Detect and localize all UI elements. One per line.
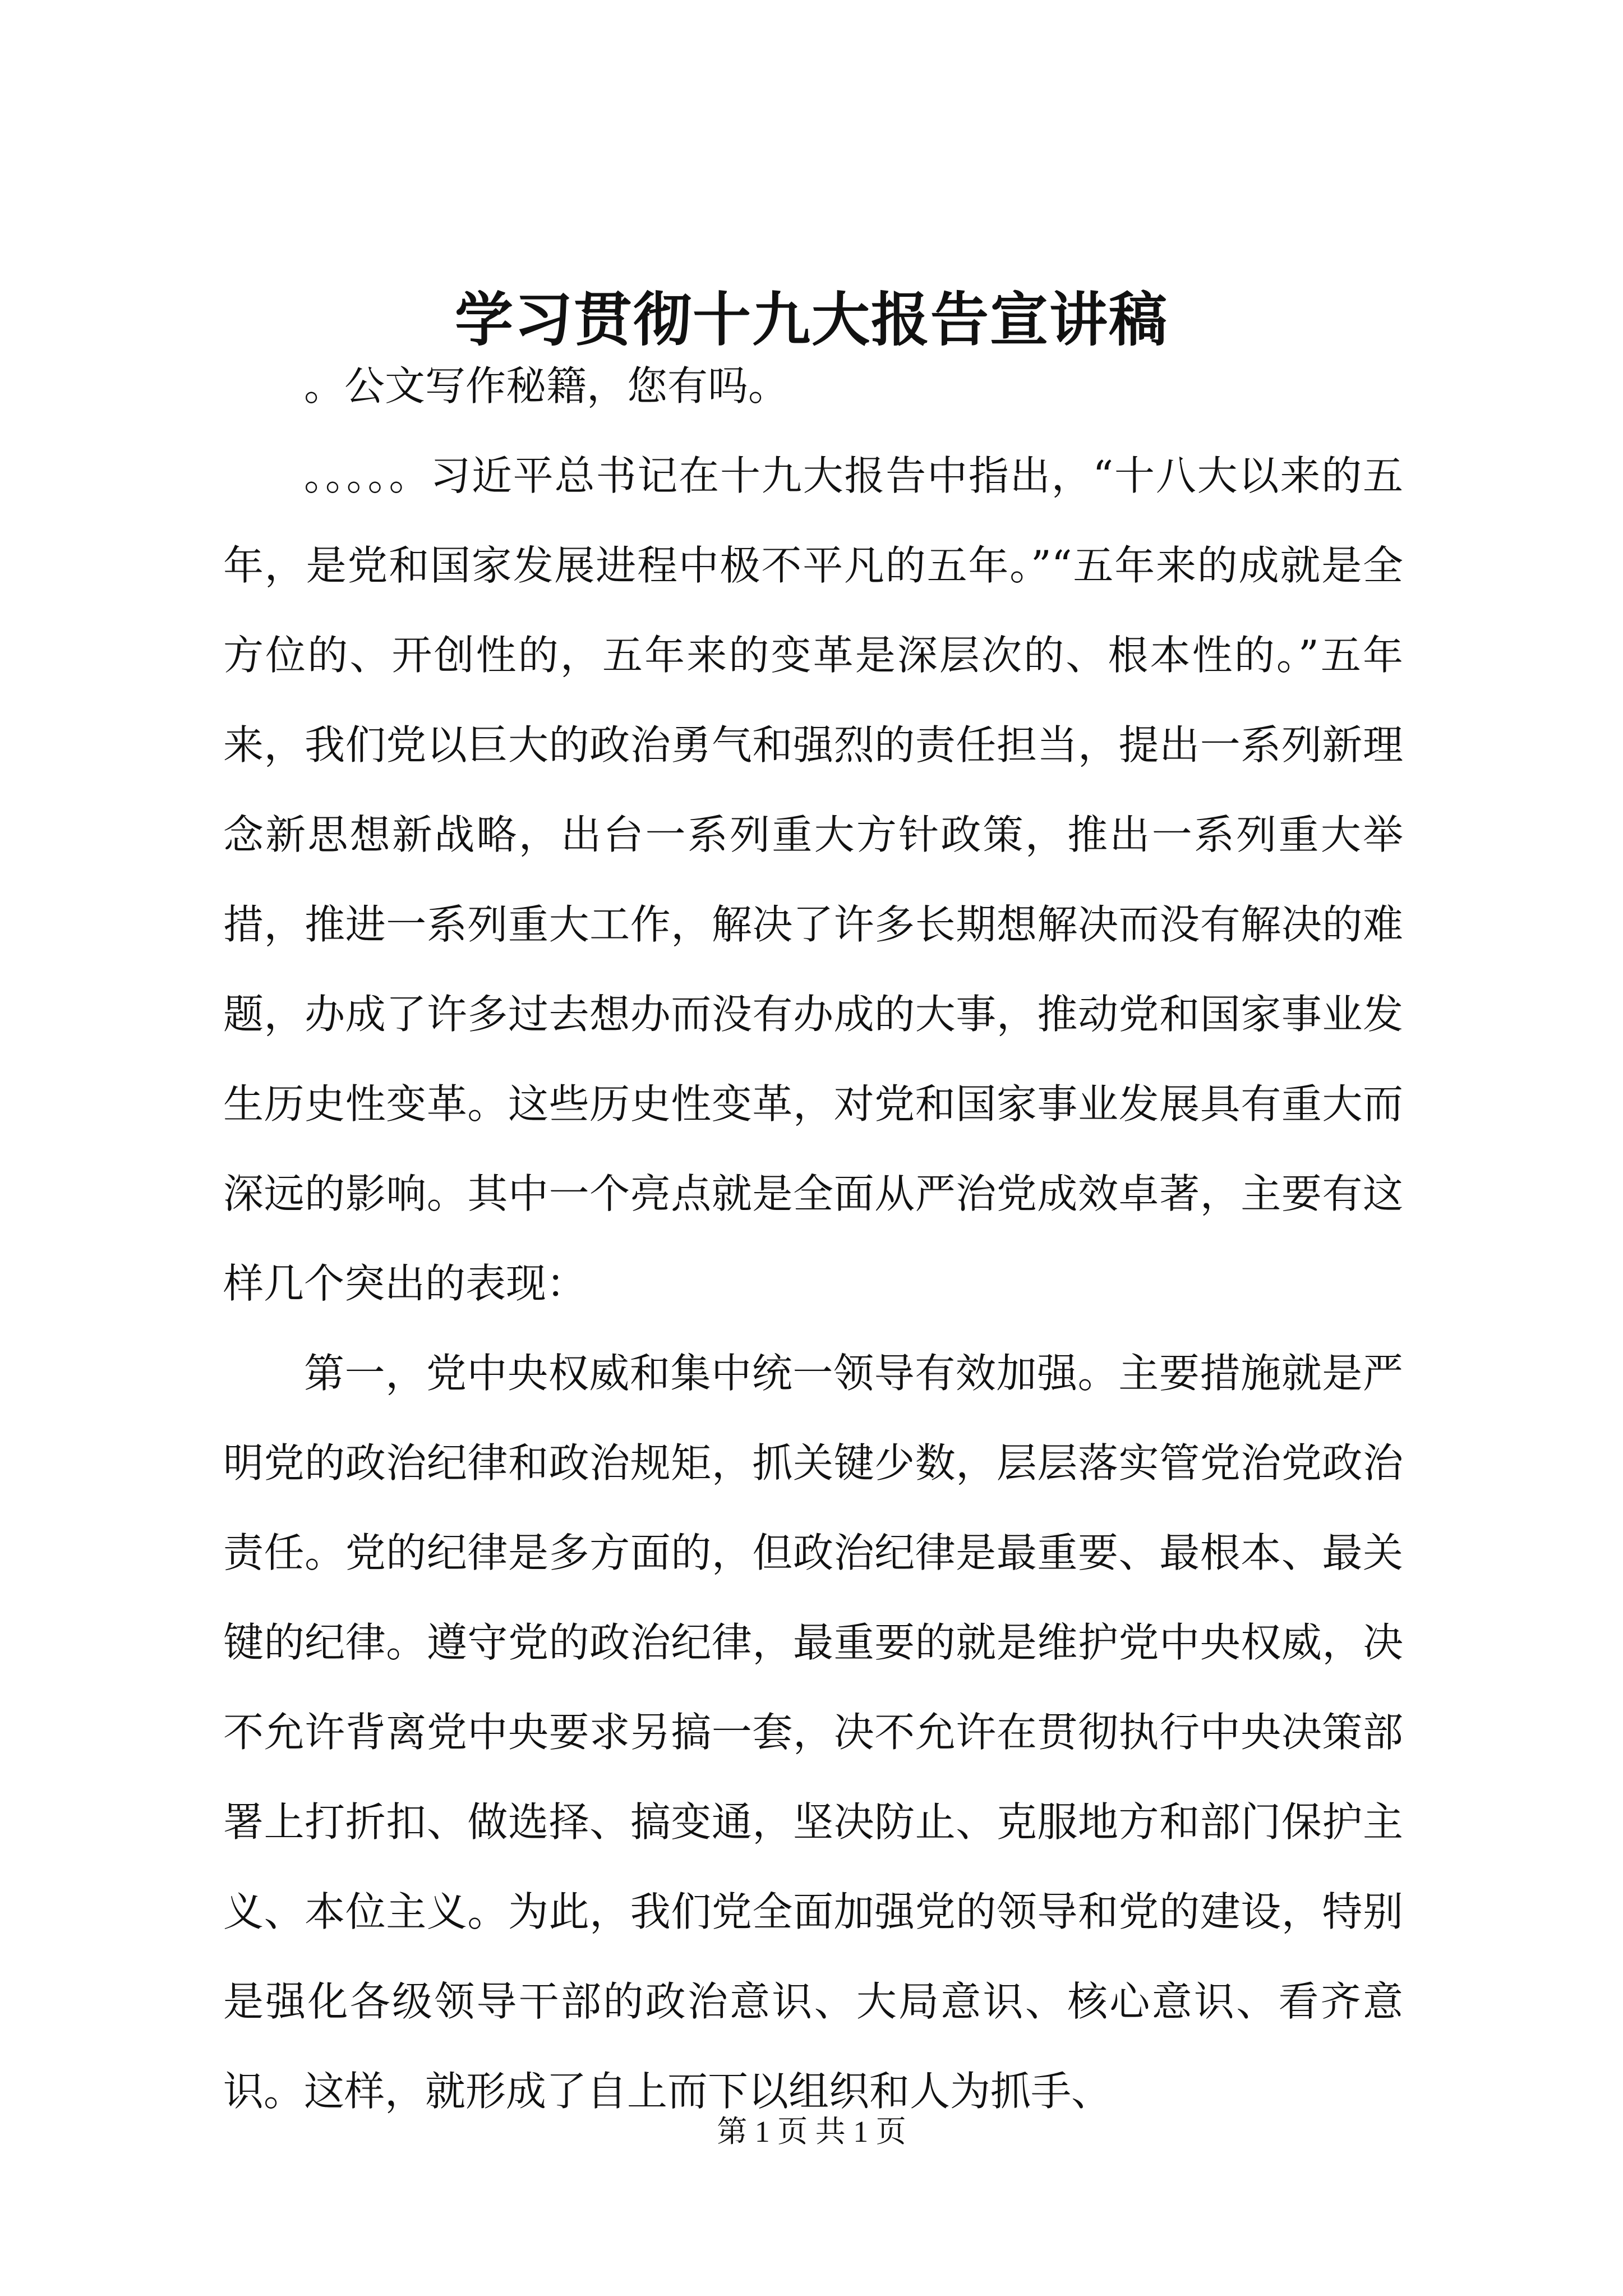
document-body (223, 341, 1403, 2136)
page-footer: 第 1 页 共 1 页 (717, 2115, 906, 2148)
document-title: 学习贯彻十九大报告宣讲稿 (454, 285, 1168, 354)
paragraph-1: 。。。。。习近平总书记在十九大报告中指出，“十八大以来的五年，是党和国家发展进程中极不平凡的五年。”“五年来的成就是全方位的、开创性的，五年来的变革是深层次的、根本性的。”五年来，我们党以巨大的政治勇气和强烈的责任担当，提出一系列新理念新思想新战略，出台一系列重大方针政策，推出一系列重大举措，推进一系列重大工作，解决了许多长期想解决而没有解决的难题，办成了许多过去想办而没有办成的大事，推动党和国家事业发生历史性变革。这些历史性变革，对党和国家事业发展具有重大而深远的影响。其中一个亮点就是全面从严治党成效卓著，主要有这样几个突出的表现： (223, 452, 1403, 1307)
paragraph-intro: 。公文写作秘籍，您有吗。 (304, 362, 789, 409)
paragraph-2: 第一，党中央权威和集中统一领导有效加强。主要措施就是严明党的政治纪律和政治规矩，抓关键少数，层层落实管党治党政治责任。党的纪律是多方面的，但政治纪律是最重要、最根本、最关键的纪律。遵守党的政治纪律，最重要的就是维护党中央权威，决不允许背离党中央要求另搞一套，决不允许在贯彻执行中央决策部署上打折扣、做选择、搞变通，坚决防止、克服地方和部门保护主义、本位主义。为此，我们党全面加强党的领导和党的建设，特别是强化各级领导干部的政治意识、大局意识、核心意识、看齐意识。这样，就形成了自上而下以组织和人为抓手、 (223, 1350, 1403, 2115)
